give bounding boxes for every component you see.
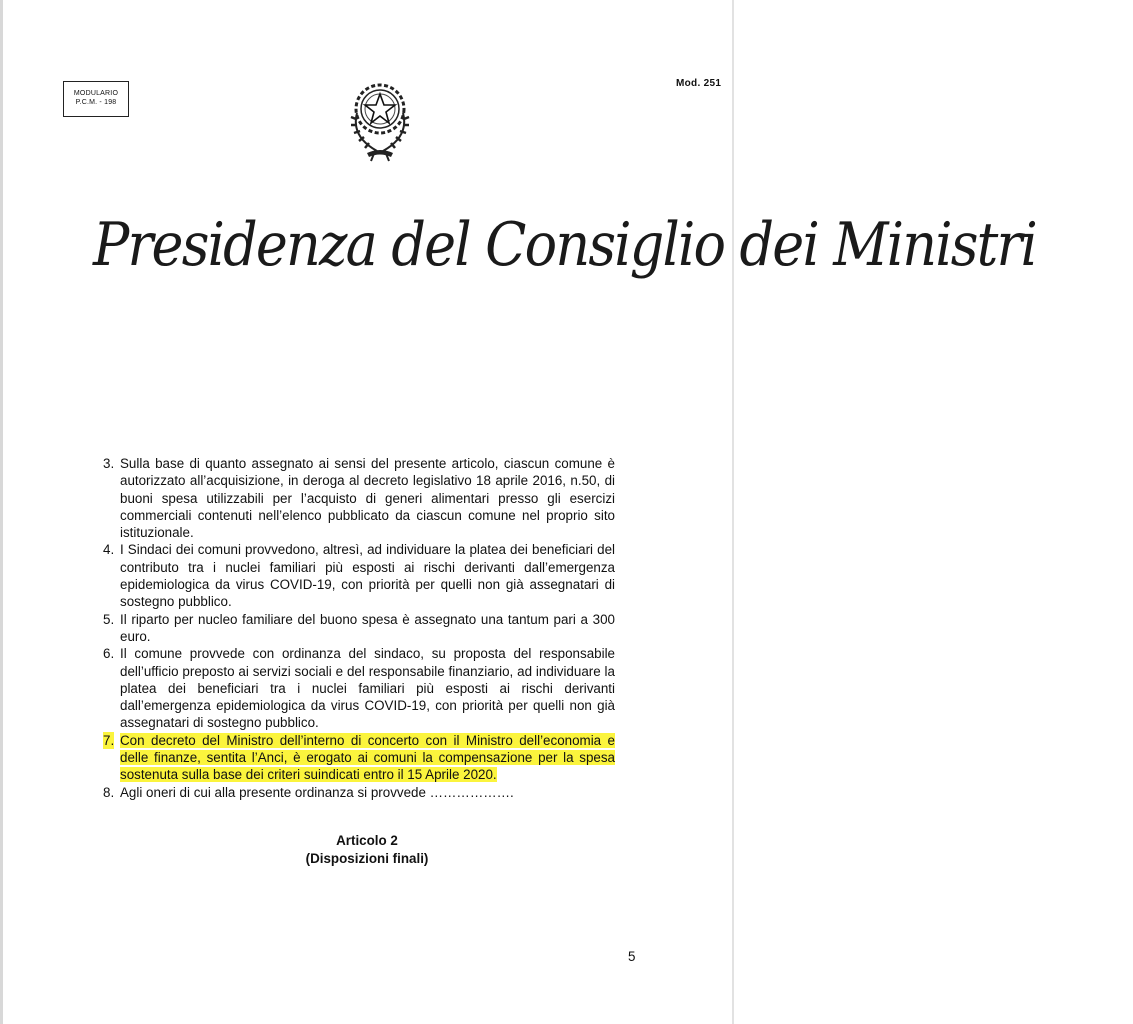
list-item-text: Sulla base di quanto assegnato ai sensi del presente articolo, ciascun comune è autorizzato all’acquisizione, in deroga al decreto legislativo 18 aprile 2016, n.50, di buoni spesa utilizzabili per l’acquisto di generi alimentari presso gli esercizi commerciali contenuti nell’elenco pubblicato da ciascun comune nel proprio sito istituzionale. bbox=[120, 456, 615, 541]
list-item-number: 5. bbox=[103, 611, 115, 627]
ordinance-list bbox=[103, 455, 615, 801]
modulario-line: MODULARIO bbox=[73, 90, 119, 97]
list-item-text: Agli oneri di cui alla presente ordinanza si provvede ………………. bbox=[120, 784, 514, 800]
page-edge-left bbox=[0, 0, 3, 1024]
italian-republic-emblem-icon bbox=[345, 73, 415, 163]
list-item-text: I Sindaci dei comuni provvedono, altresì, ad individuare la platea dei beneficiari del contributo tra i nuclei familiari più esposti ai rischi derivanti dall’emergenza epidemiologica da virus COVID-19, con priorità per quelli non già assegnatari di sostegno pubblico. bbox=[120, 542, 615, 610]
list-item-text: Il riparto per nucleo familiare del buono spesa è assegnato una tantum pari a 300 euro. bbox=[120, 611, 615, 644]
article-subtitle: (Disposizioni finali) bbox=[305, 851, 429, 866]
list-item bbox=[103, 784, 615, 801]
letterhead-script-text: Presidenza del Consiglio dei Ministri bbox=[93, 210, 1037, 280]
mod-number: Mod. 251 bbox=[676, 78, 722, 89]
article-title: Articolo 2 bbox=[336, 833, 398, 848]
list-item-text: Il comune provvede con ordinanza del sindaco, su proposta del responsabile dell’ufficio preposto ai servizi sociali e del responsabile finanziario, ad individuare la platea dei beneficiari tra i nuclei familiari più esposti ai rischi derivanti dall’emergenza epidemiologica da virus COVID-19, con priorità per quelli non già assegnatari di sostegno pubblico. bbox=[120, 646, 615, 731]
list-item bbox=[103, 541, 615, 610]
list-item-number: 8. bbox=[103, 784, 115, 800]
highlighted-list-item bbox=[103, 732, 615, 784]
list-item-number: 6. bbox=[103, 646, 115, 662]
highlighted-text: Con decreto del Ministro dell’interno di concerto con il Ministro dell’economia e delle finanze, sentita l’Anci, è erogato ai comuni la compensazione per la spesa sostenuta sulla base dei criteri suindicati entro il 15 Aprile 2020. bbox=[120, 732, 615, 783]
modulario-line: P.C.M. - 198 bbox=[75, 99, 117, 106]
page-edge-right bbox=[732, 0, 734, 1024]
letterhead-script-title bbox=[85, 180, 1037, 300]
list-item bbox=[103, 455, 615, 541]
page-number: 5 bbox=[628, 949, 636, 964]
list-item bbox=[103, 611, 615, 646]
list-item-number: 7. bbox=[103, 732, 115, 748]
list-item-number: 3. bbox=[103, 456, 115, 471]
list-item bbox=[103, 645, 615, 731]
list-item-number: 4. bbox=[103, 542, 115, 558]
modulario-stamp bbox=[63, 81, 129, 117]
article-heading bbox=[0, 832, 734, 868]
